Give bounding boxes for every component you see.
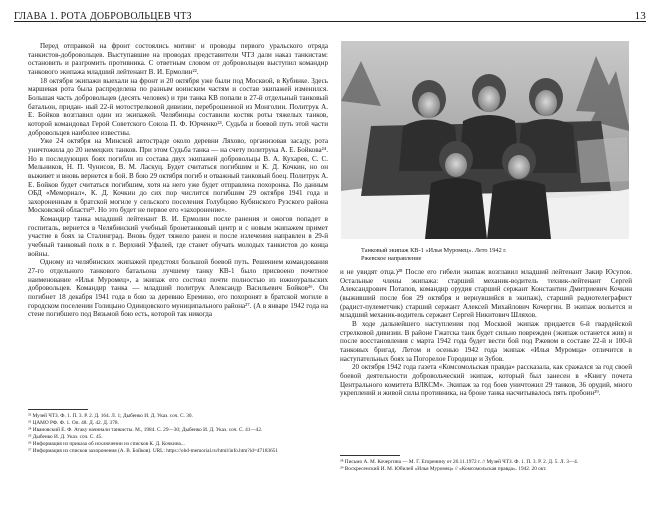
paragraph: Командир танка младший лейтенант В. И. Ермолин после ранения и ожогов попадет в госпиталь, вернется в Челябинский учебный бронетанковый центр и с новым экипажем примет участие в боях за Сталинград. Вновь будет тяжело ранен и после излечения направлен в 29-й учебный танковый полк в г. Верхний Уфалей, где станет обучать молодых танкистов до конца войны. [28, 215, 328, 258]
left-column-text [28, 42, 328, 319]
caption-line: Ржевское направление [361, 254, 422, 262]
tank-crew-photo [341, 41, 629, 239]
right-column-text [340, 268, 632, 398]
right-footnotes [340, 459, 632, 473]
footnote-rule [340, 455, 400, 456]
chapter-title: ГЛАВА 1. РОТА ДОБРОВОЛЬЦЕВ ЧТЗ [14, 11, 192, 22]
crew-photo-illustration [341, 41, 629, 239]
paragraph: Перед отправкой на фронт состоялись митинг и проводы первого уральского отряда танкистов-добровольцев. Выступавшие на проводах представители ЧТЗ дали наказ танкистам: остановить и разгромить противника. С ответным словом от добровольцев выступил командир танкового экипажа младший лейтенант В. И. Ермолин²². [28, 42, 328, 76]
footnote: ²² Музей ЧТЗ. Ф. 1. П. 3. Р. 2. Д. 164. Л. 1; Дыбенко И. Д. Указ. соч. С. 30. [28, 413, 193, 419]
paragraph: Одному из челябинских экипажей предстоял большой боевой путь. Решением командования 27-го отдельного танкового батальона лучшему танку КВ-1 было присвоено почетное наименование «Илья Муромец», а экипаж его состоял почти полностью из южноуральских добровольцев. Командир танка — младший политрук Александр Васильевич Бойков²⁶. Он погибнет 18 декабря 1941 года в бою за деревню Еремино, его похоронят в братской могиле в городском поселении Голицыно Одинцовского муниципального района²⁷. (А в январе 1942 года на стене погибшего под Вязьмой бою есть, которой так никогда [28, 258, 328, 319]
paragraph: 20 октября 1942 года газета «Комсомольская правда» рассказала, как сражался за год своей боевой деятельности добровольческий экипаж, который был занесен в «Книгу почета Центрального комитета ВЛКСМ». Экипаж за год боев уничтожил 29 танков, 36 орудий, много укреплений и живой силы противника, на броне танка насчитывалось пять пробоин²⁹. [340, 363, 632, 398]
paragraph: В ходе дальнейшего наступления под Москвой экипаж придается 6-й гвардейской стрелковой дивизии. В районе Гжатска танк будет сильно поврежден (экипаж останется жив) и после восстановления с марта 1942 года будет вести бой под Ржевом в составе 22-й и 100-й танковых бригад. Летом и осенью 1942 года экипаж «Илья Муромца» отличится в наступательных боях за Погорелое Городище и Зубов. [340, 319, 632, 363]
paragraph: Уже 24 октября на Минской автостраде около деревни Ляхово, организовав засаду, рота уничтожила до 20 немецких танков. При этом Судьба танка — на счету политрука А. Е. Бойкова²⁴. Но в последующих боях погибли из состава двух экипажей добровольцы В. А. Кухарев, С. С. Мельников, Н. П. Чунисов, В. М. Ласкуц. Будет считаться погибшим и К. Д. Кочкин, но он выживет и вновь вернется в бой. В бою 29 октября погиб и отважный танковый боец. Политрук А. Е. Бойков будет считаться погибшим, хотя на него уже будет отправлена похоронка. По данным ОБД «Мемориал», К. Д. Кочкин до сих пор числится погибшим 29 октября 1941 года и захороненным в братской могиле у сельского поселения Голубцово Кубинского Рузского района Московской области²⁵. Но это будет не первое его «захоронение». [28, 137, 328, 215]
footnote: ²⁵ Дыбенко И. Д. Указ. соч. С. 45. [28, 434, 103, 440]
footnote-rule [28, 409, 88, 410]
footnote: ²⁸ Письмо А. М. Кочергина — М. Г. Егоренину от 26.11.1972 г. // Музей ЧТЗ. Ф. 1. П. 3. Р. 2. Д. 5. Л. 3—4. [340, 459, 579, 465]
page-number: 13 [634, 10, 646, 22]
footnote: ²⁶ Информация из приказа об исключении из списков К. Д. Кочкина... [28, 441, 185, 447]
footnote: ²⁷ Информация из списков захоронения (А. В. Бойков). URL: https://obd-memorial.ru/html/info.htm?id=47183651 [28, 448, 279, 454]
photo-caption [361, 247, 621, 262]
left-footnotes [28, 413, 328, 455]
footnote: ²⁴ Ивановский Е. Ф. Атаку начинали танкисты. М., 1984. С. 29—30; Дыбенко И. Д. Указ. соч. С. 41—42. [28, 427, 263, 433]
header-rule [14, 21, 646, 22]
caption-line: Танковый экипаж КВ-1 «Илья Муромец». Лето 1942 г. [361, 247, 507, 254]
footnote: ²⁹ Воскресенский И. М. Юбилей «Илья Муромец» // «Комсомольская правда». 1942. 20 окт. [340, 466, 547, 472]
paragraph: 18 октября экипажи выехали на фронт и 20 октября уже были под Москвой, в Кубинке. Здесь маршевая рота была распределена по разным воинским частям и состав экипажей изменился. Большая часть добровольцев (десять человек) и три танка КВ попали в 27-й отдельный танковый батальон, придан- ный 22-й мотострелковой дивизии, переброшенной из Монголии. Политрук А. Е. Бойков возглавил один из экипажей. Челябинцы составили костяк роты тяжелых танков, которой командовал Герой Советского Союза П. Ф. Юрченко²³. Судьба и боевой путь этой части добровольцев наиболее известны. [28, 76, 328, 137]
paragraph: и не увидят отца.)²⁸ После его гибели экипаж возглавил младший лейтенант Закир Юсупов. Остальные члены экипажа: старший механик-водитель техник-лейтенант Сергей Александрович Потапов, командир орудия старший сержант Константин Дмитриевич Кочкин (выживший после боя 29 октября и вернувшийся в экипаж), старший радиотелеграфист (радист-пулеметчик) старший сержант Алексей Михайлович Кочергин. В экипаж вольется и младший механик-водитель сержант Сергей Никитович Шляхов. [340, 268, 632, 320]
footnote: ²³ ЦАМО РФ. Ф. 1. Оп. 48. Д. 42. Д. 378. [28, 420, 119, 426]
running-header [14, 4, 646, 22]
